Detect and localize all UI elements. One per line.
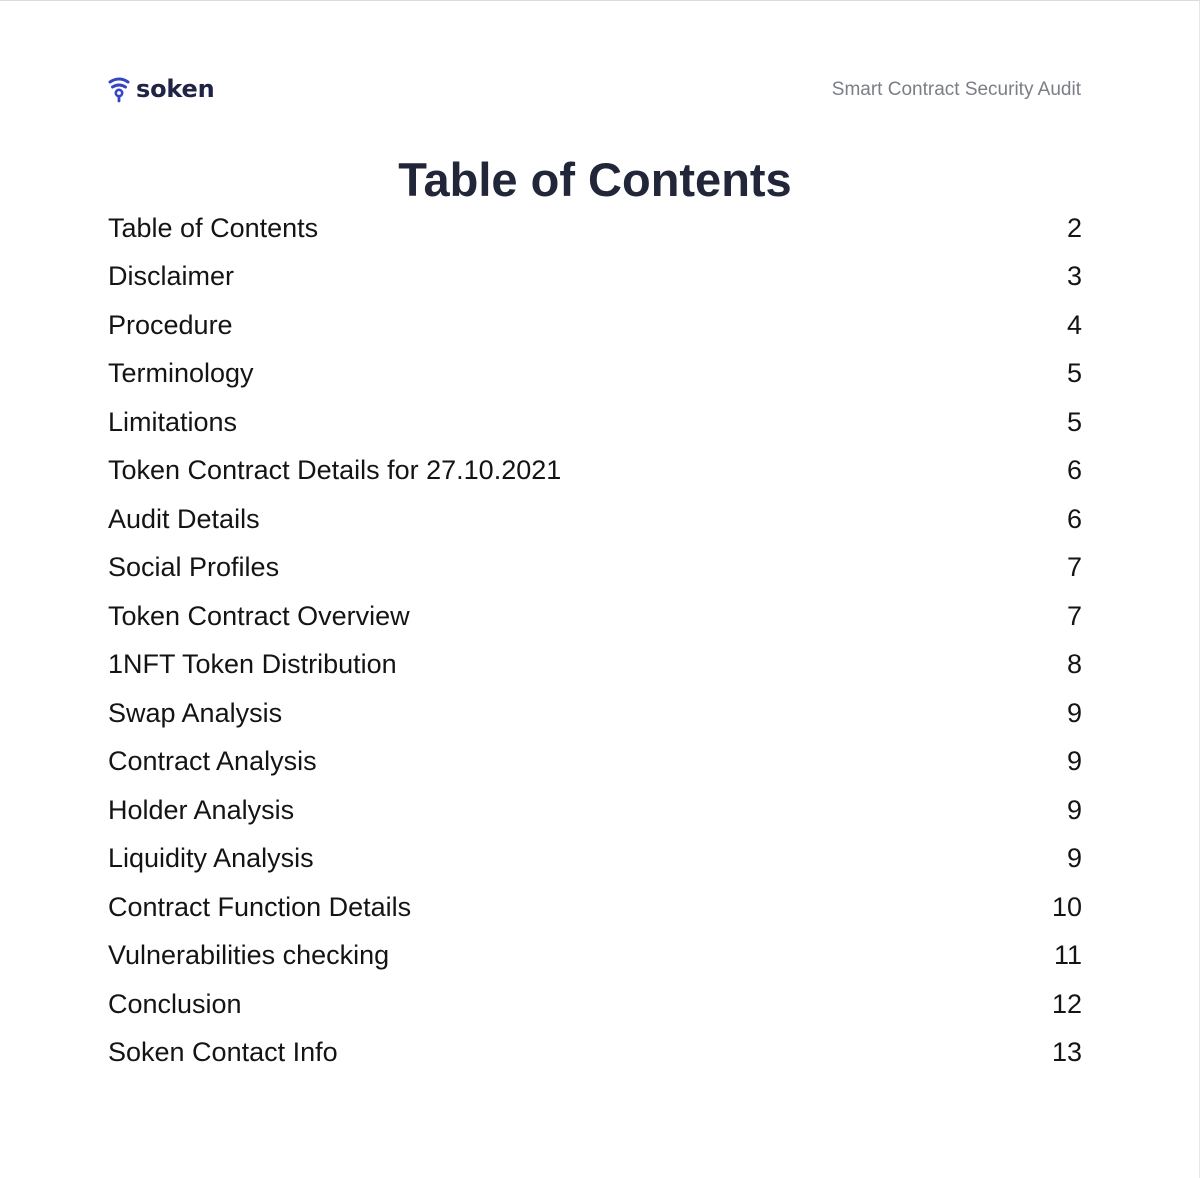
- toc-entry[interactable]: [108, 398, 1082, 447]
- toc-entry-page-number: 3: [1066, 261, 1082, 292]
- toc-entry[interactable]: [108, 301, 1082, 350]
- toc-entry-title: Liquidity Analysis: [108, 843, 314, 874]
- toc-entry[interactable]: [108, 253, 1082, 302]
- toc-entry-page-number: 9: [1066, 794, 1082, 825]
- toc-entry-page-number: 12: [1051, 988, 1082, 1019]
- toc-entry-page-number: 13: [1051, 1037, 1082, 1068]
- toc-entry-page-number: 4: [1066, 309, 1082, 340]
- toc-entry[interactable]: [108, 544, 1082, 593]
- toc-entry[interactable]: [108, 204, 1082, 253]
- toc-entry-title: Vulnerabilities checking: [108, 940, 390, 971]
- toc-entry-title: Contract Analysis: [108, 746, 317, 777]
- toc-entry-page-number: 7: [1066, 600, 1082, 631]
- toc-entry-page-number: 9: [1066, 746, 1082, 777]
- toc-entry[interactable]: [108, 786, 1082, 835]
- toc-entry[interactable]: [108, 592, 1082, 641]
- toc-entry-title: Social Profiles: [108, 552, 280, 583]
- toc-entry-page-number: 9: [1066, 843, 1082, 874]
- toc-entry-title: Soken Contact Info: [108, 1037, 338, 1068]
- toc-entry-page-number: 7: [1066, 552, 1082, 583]
- toc-entry-page-number: 10: [1051, 891, 1082, 922]
- toc-entry-title: Limitations: [108, 406, 238, 437]
- toc-entry-page-number: 9: [1066, 697, 1082, 728]
- brand-logo: [108, 73, 214, 105]
- document-type-label: Smart Contract Security Audit: [831, 79, 1081, 100]
- toc-entry-title: Audit Details: [108, 503, 260, 534]
- toc-entry[interactable]: [108, 738, 1082, 787]
- toc-entry[interactable]: [108, 495, 1082, 544]
- toc-entry[interactable]: [108, 689, 1082, 738]
- table-of-contents-list: [108, 204, 1082, 1077]
- brand-name: soken: [136, 75, 215, 103]
- toc-entry[interactable]: [108, 932, 1082, 981]
- toc-entry-title: Table of Contents: [108, 212, 319, 243]
- toc-entry-title: Procedure: [108, 309, 233, 340]
- toc-entry-page-number: 8: [1066, 649, 1082, 680]
- toc-entry[interactable]: [108, 447, 1082, 496]
- toc-entry[interactable]: [108, 883, 1082, 932]
- toc-entry-page-number: 6: [1066, 503, 1082, 534]
- toc-entry-page-number: 11: [1053, 940, 1082, 971]
- toc-entry-title: 1NFT Token Distribution: [108, 649, 397, 680]
- toc-entry[interactable]: [108, 980, 1082, 1029]
- toc-entry[interactable]: [108, 1029, 1082, 1078]
- toc-entry-title: Disclaimer: [108, 261, 235, 292]
- toc-entry-title: Conclusion: [108, 988, 242, 1019]
- toc-entry-page-number: 6: [1066, 455, 1082, 486]
- toc-entry-page-number: 5: [1066, 406, 1082, 437]
- toc-entry-page-number: 2: [1066, 212, 1082, 243]
- toc-entry[interactable]: [108, 835, 1082, 884]
- soken-logo-icon: [108, 75, 130, 103]
- toc-entry-title: Token Contract Overview: [108, 600, 410, 631]
- toc-entry[interactable]: [108, 350, 1082, 399]
- toc-entry-page-number: 5: [1066, 358, 1082, 389]
- toc-entry-title: Token Contract Details for 27.10.2021: [108, 455, 562, 486]
- toc-entry-title: Terminology: [108, 358, 254, 389]
- toc-entry[interactable]: [108, 641, 1082, 690]
- page-title: Table of Contents: [398, 153, 792, 207]
- toc-entry-title: Swap Analysis: [108, 697, 283, 728]
- toc-entry-title: Contract Function Details: [108, 891, 412, 922]
- toc-entry-title: Holder Analysis: [108, 794, 295, 825]
